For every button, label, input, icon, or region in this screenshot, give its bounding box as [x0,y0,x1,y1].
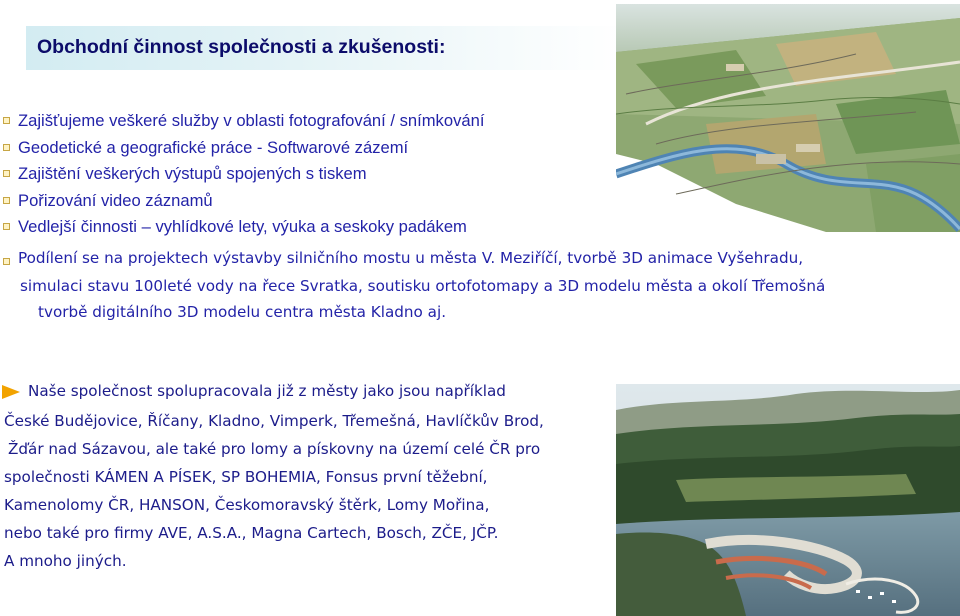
bullet-item [0,188,620,215]
bullet-text: Vedlejší činnosti – vyhlídkové lety, výuka a seskoky padákem [18,217,467,236]
bullet-text: Zajištění veškerých výstupů spojených s tiskem [18,164,367,183]
bullet-text: Geodetické a geografické práce - Softwarové zázemí [18,137,409,157]
bullet-text: Pořizování video záznamů [18,190,213,210]
aerial-terrain-3d-photo [616,4,960,232]
paragraph-line: České Budějovice, Říčany, Kladno, Vimperk, Třemešná, Havlíčkův Brod, [4,412,544,430]
arrow-right-icon [2,385,20,399]
title-band [26,26,626,70]
small-square-bullet-icon [3,144,10,151]
paragraph-line: A mnoho jiných. [4,552,127,570]
bullet-text: Podílení se na projektech výstavby silničního mostu u města V. Meziříčí, tvorbě 3D animace Vyšehradu, [18,249,804,267]
paragraph-line: Žďár nad Sázavou, ale také pro lomy a pískovny na území celé ČR pro [8,440,541,458]
paragraph-line: nebo také pro firmy AVE, A.S.A., Magna Cartech, Bosch, ZČE, JČP. [4,524,499,542]
bullet-text: Zajišťujeme veškeré služby v oblasti fotografování / snímkování [18,111,485,130]
slide-title: Obchodní činnost společnosti a zkušenosti: [37,36,446,58]
bullet-item [0,161,620,188]
bullet-continuation-line: tvorbě digitálního 3D modelu centra města Kladno aj. [38,303,447,321]
small-square-bullet-icon [3,117,10,124]
paragraph-line: Naše společnost spolupracovala již z městy jako jsou například [28,382,506,400]
bullet-item [0,108,620,135]
small-square-bullet-icon [3,258,10,265]
bullet-item [0,135,620,162]
small-square-bullet-icon [3,170,10,177]
aerial-lake-resort-photo [616,384,960,616]
small-square-bullet-icon [3,197,10,204]
paragraph-line: Kamenolomy ČR, HANSON, Českomoravský štěrk, Lomy Mořina, [4,496,490,514]
paragraph-line: společnosti KÁMEN A PÍSEK, SP BOHEMIA, Fonsus první těžební, [4,468,488,486]
bullet-continuation-line: simulaci stavu 100leté vody na řece Svratka, soutisku ortofotomapy a 3D modelu města a okolí Třemošná [20,277,826,295]
bullet-list [0,108,620,241]
small-square-bullet-icon [3,223,10,230]
bullet-item [0,214,620,241]
